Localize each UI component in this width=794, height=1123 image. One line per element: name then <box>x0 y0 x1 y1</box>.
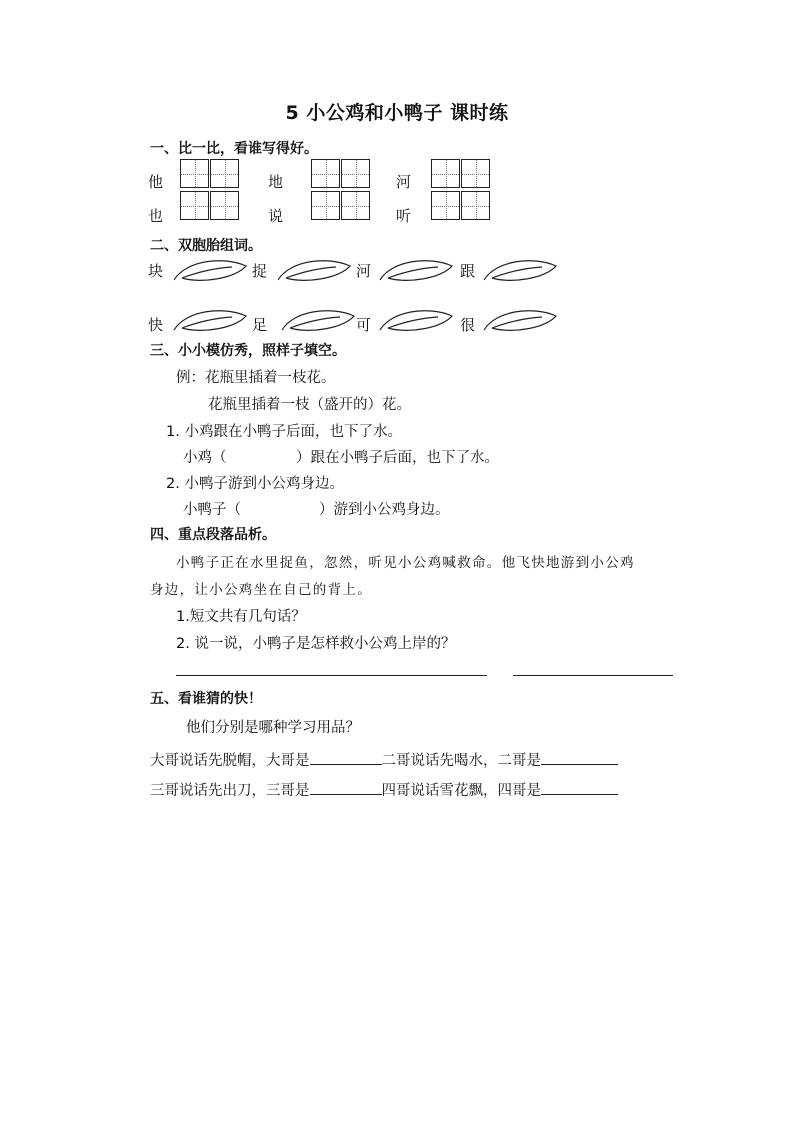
question-4-2: 2. 说一说，小鸭子是怎样救小公鸡上岸的？ <box>176 636 456 652</box>
writing-grid-1b[interactable] <box>180 191 240 220</box>
leaf-answer-box-3[interactable] <box>378 258 454 284</box>
leaf-answer-box-4[interactable] <box>482 258 558 284</box>
pair-char-he: 河 <box>356 262 372 280</box>
riddle-intro: 他们分别是哪种学习用品？ <box>186 720 360 736</box>
section4-heading: 四、重点段落品析。 <box>150 527 276 543</box>
fill-3-1-suffix: ）跟在小鸭子后面，也下了水。 <box>296 450 499 466</box>
char-he: 河 <box>396 173 412 191</box>
pair-char-ke: 可 <box>356 316 372 334</box>
char-shuo: 说 <box>268 207 284 225</box>
passage-line-2: 身边，让小公鸡坐在自己的背上。 <box>150 582 372 598</box>
fill-3-1-prefix: 小鸡（ <box>183 450 227 466</box>
pair-char-kuai2: 快 <box>148 316 164 334</box>
leaf-answer-box-6[interactable] <box>280 308 356 334</box>
page-title: 5 小公鸡和小鸭子 课时练 <box>285 102 509 124</box>
answer-line-4a[interactable] <box>176 675 487 676</box>
passage-line-1: 小鸭子正在水里捉鱼，忽然，听见小公鸡喊救命。他飞快地游到小公鸡 <box>176 555 635 571</box>
leaf-answer-box-2[interactable] <box>276 258 352 284</box>
leaf-answer-box-5[interactable] <box>172 308 248 334</box>
question-4-1: 1.短文共有几句话？ <box>176 609 306 625</box>
writing-grid-2a[interactable] <box>311 159 371 188</box>
section2-heading: 二、双胞胎组词。 <box>150 238 262 254</box>
riddle-row-1 <box>150 749 618 770</box>
riddle-2-text: 二哥说话先喝水，二哥是 <box>381 753 541 769</box>
riddle-1-blank[interactable] <box>310 763 382 765</box>
writing-grid-3b[interactable] <box>431 191 491 220</box>
leaf-answer-box-7[interactable] <box>378 308 454 334</box>
writing-grid-1a[interactable] <box>180 159 240 188</box>
section5-heading: 五、看谁猜的快！ <box>150 691 262 707</box>
riddle-2-blank[interactable] <box>541 763 618 765</box>
writing-grid-2b[interactable] <box>311 191 371 220</box>
fill-3-2-suffix: ）游到小公鸡身边。 <box>319 502 450 518</box>
pair-char-zhuo: 捉 <box>252 262 268 280</box>
char-ting: 听 <box>396 207 412 225</box>
example-expanded: 花瓶里插着一枝（盛开的）花。 <box>208 397 411 413</box>
pair-char-zu: 足 <box>252 316 268 334</box>
riddle-row-2 <box>150 779 618 800</box>
riddle-1-text: 大哥说话先脱帽，大哥是 <box>150 753 310 769</box>
pair-char-kuai: 块 <box>148 262 164 280</box>
char-di: 地 <box>268 173 284 191</box>
example-sentence: 例：花瓶里插着一枝花。 <box>176 370 336 386</box>
writing-grid-3a[interactable] <box>431 159 491 188</box>
section3-heading: 三、小小模仿秀，照样子填空。 <box>150 343 346 359</box>
leaf-answer-box-8[interactable] <box>482 308 558 334</box>
char-ta: 他 <box>148 173 164 191</box>
answer-line-4b[interactable] <box>513 675 673 676</box>
section1-heading: 一、比一比，看谁写得好。 <box>150 141 318 157</box>
leaf-answer-box-1[interactable] <box>172 258 248 284</box>
riddle-3-text: 三哥说话先出刀，三哥是 <box>150 783 310 799</box>
question-3-1: 1. 小鸡跟在小鸭子后面，也下了水。 <box>166 424 402 440</box>
char-ye: 也 <box>148 207 164 225</box>
fill-3-2-prefix: 小鸭子（ <box>183 502 241 518</box>
riddle-4-blank[interactable] <box>541 793 618 795</box>
riddle-4-text: 四哥说话雪花飘，四哥是 <box>381 783 541 799</box>
question-3-2: 2. 小鸭子游到小公鸡身边。 <box>166 476 344 492</box>
riddle-3-blank[interactable] <box>310 793 382 795</box>
pair-char-gen: 跟 <box>460 262 476 280</box>
pair-char-hen: 很 <box>460 316 476 334</box>
